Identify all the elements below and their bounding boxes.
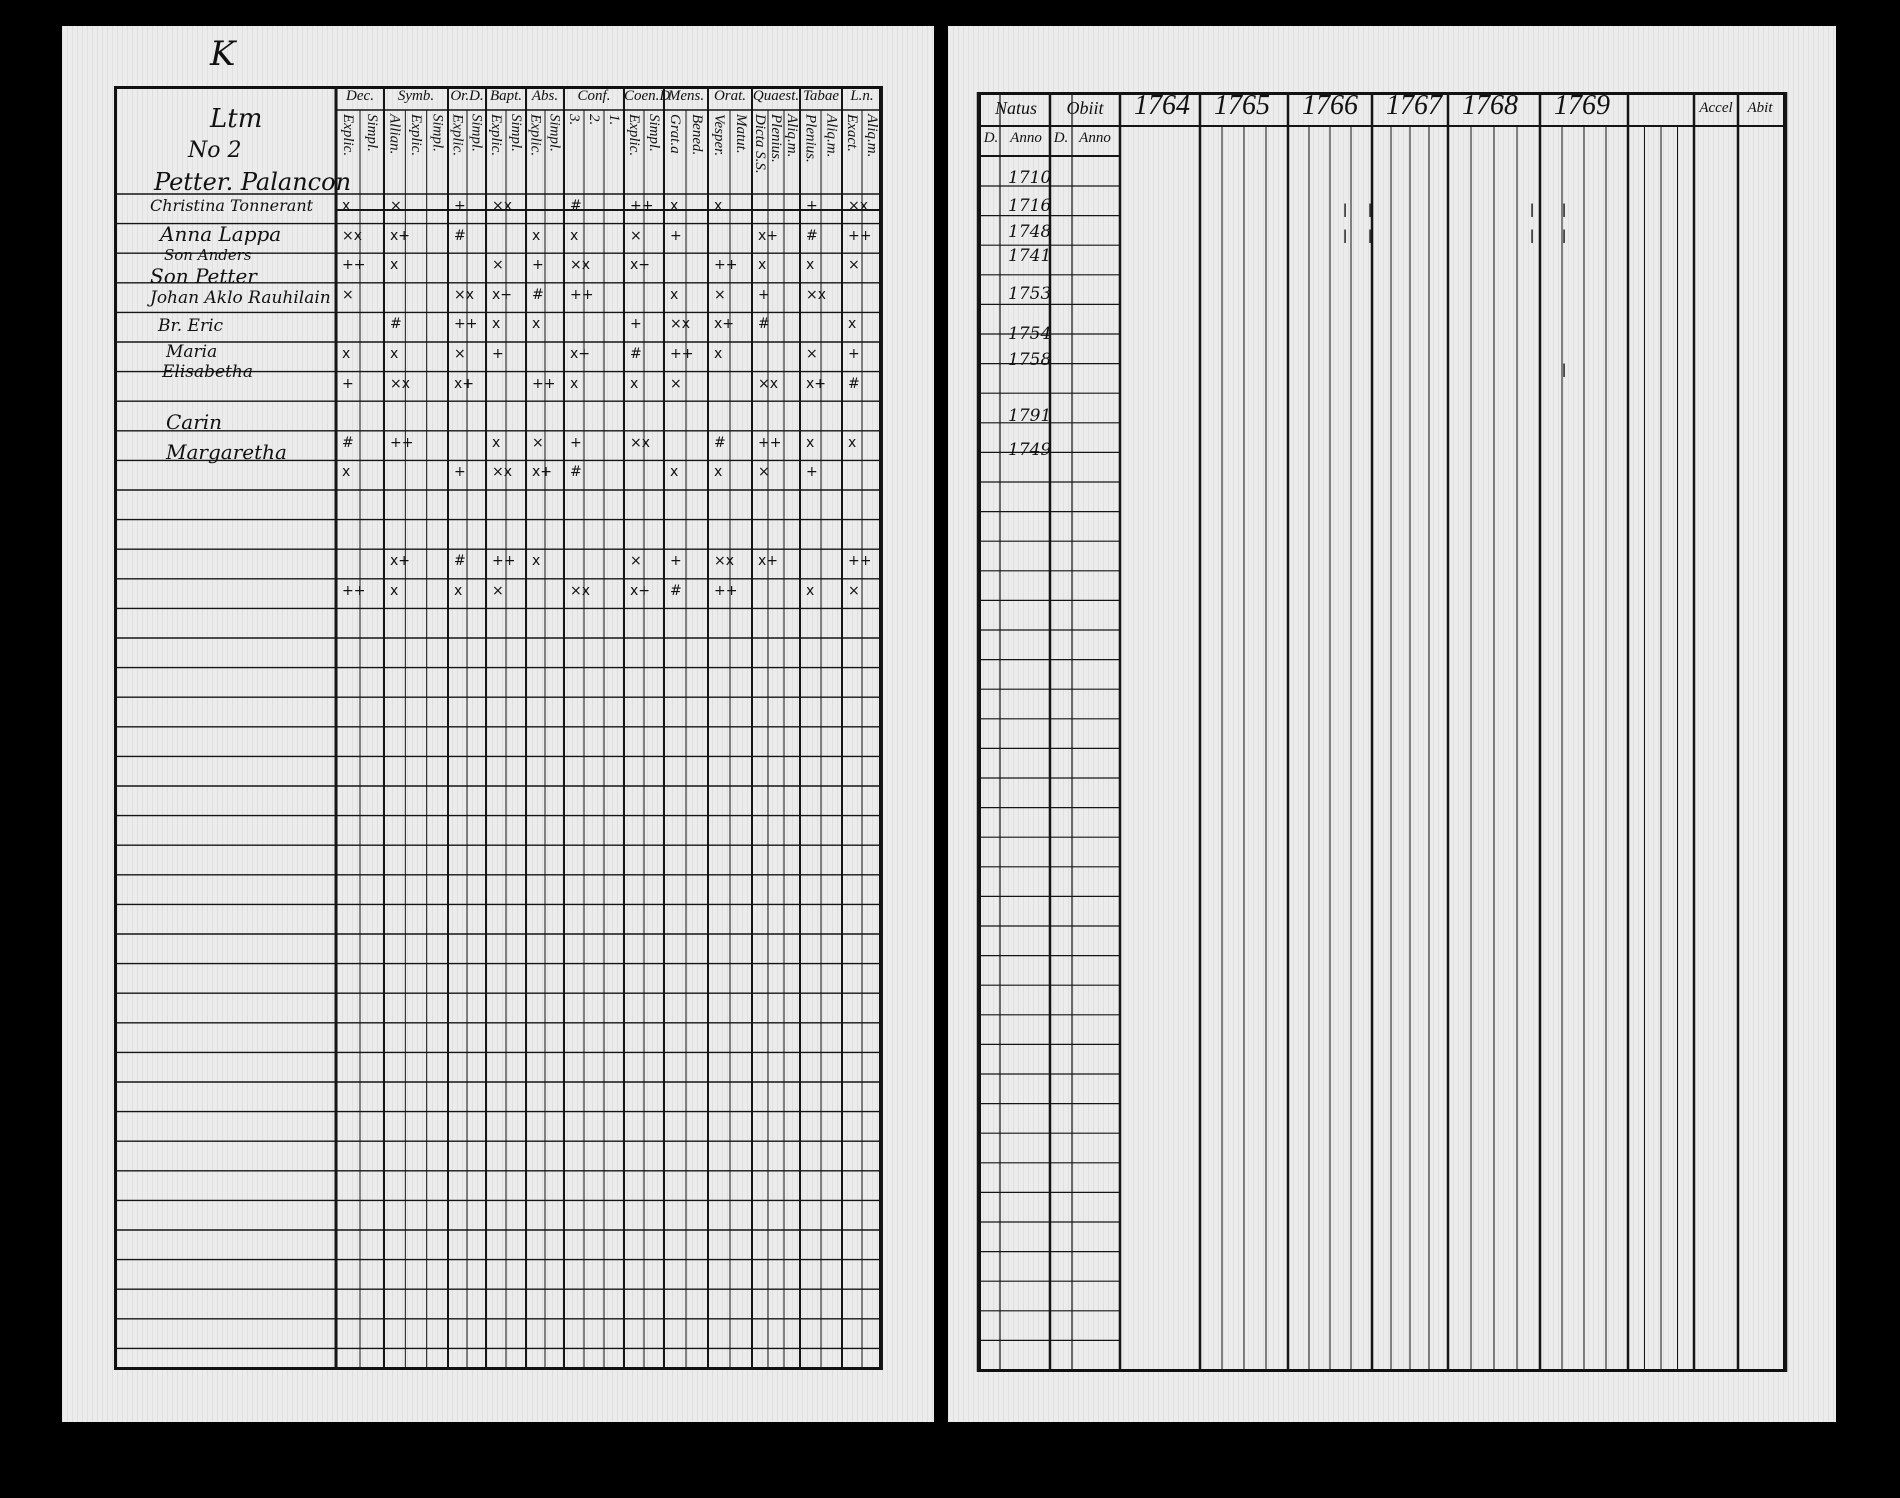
tally-mark: x <box>390 257 399 274</box>
tally-mark: x <box>806 257 815 274</box>
left-col-header: Or.D. <box>450 88 484 104</box>
person-name: Margaretha <box>166 440 287 464</box>
tally-mark: x <box>342 464 351 481</box>
tally-mark: ǀ <box>1562 362 1567 378</box>
tally-mark: x <box>492 434 501 451</box>
tally-mark: x+ <box>492 286 513 303</box>
tally-mark: x+ <box>758 227 779 244</box>
tally-mark: x <box>806 434 815 451</box>
left-col-subheader: Dicta S.S. <box>752 114 768 174</box>
tally-mark: ×x <box>806 286 827 303</box>
tally-mark: + <box>806 464 818 481</box>
right-page <box>948 26 1836 1422</box>
tally-mark: x <box>532 227 541 244</box>
left-col-header: Abs. <box>531 88 559 104</box>
tally-mark: x <box>630 375 639 392</box>
obiit-anno-subheader: Anno <box>1079 130 1111 146</box>
tally-mark: + <box>454 464 466 481</box>
left-col-subheader: Aliq.m. <box>784 114 800 158</box>
year-header: 1764 <box>1134 90 1190 121</box>
year-header: 1766 <box>1302 90 1358 121</box>
natus-anno-subheader: Anno <box>1010 130 1042 146</box>
tally-mark: ++ <box>714 582 738 599</box>
tally-mark: # <box>758 316 770 333</box>
tally-mark: ++ <box>848 553 872 570</box>
left-col-subheader: 1. <box>606 114 622 126</box>
tally-mark: x <box>532 553 541 570</box>
tally-mark: ++ <box>714 257 738 274</box>
left-col-subheader: Simpl. <box>646 114 662 152</box>
left-col-subheader: Aliq.m. <box>864 114 880 158</box>
tally-mark: # <box>630 346 642 362</box>
tally-mark: ×x <box>570 257 591 274</box>
left-page <box>62 26 934 1422</box>
tally-mark: x <box>454 582 463 599</box>
left-col-subheader: Grat.a <box>667 114 683 154</box>
tally-mark: x+ <box>570 346 591 362</box>
birth-year: 1741 <box>1008 246 1052 266</box>
tally-mark: × <box>630 553 642 570</box>
natus-d-subheader: D. <box>983 130 999 146</box>
corner-mark: K <box>210 34 236 74</box>
heading-text: Ltm <box>210 104 263 134</box>
tally-mark: # <box>532 286 544 303</box>
person-name: Petter. Palancon <box>154 168 352 196</box>
tally-mark: x+ <box>714 316 735 333</box>
year-header: 1767 <box>1386 90 1442 121</box>
tally-mark: ×x <box>630 434 651 451</box>
left-col-subheader: Bened. <box>689 114 705 156</box>
tally-mark: × <box>492 257 504 274</box>
tally-mark: ×x <box>670 316 691 333</box>
tally-mark: ǀ <box>1530 202 1535 218</box>
tally-mark: x+ <box>630 582 651 599</box>
birth-year: 1748 <box>1008 222 1052 242</box>
left-col-header: Dec. <box>346 88 374 104</box>
tally-mark: × <box>492 582 504 599</box>
tally-mark: ++ <box>630 198 654 214</box>
tally-mark: x+ <box>390 553 411 570</box>
year-header: 1768 <box>1462 90 1518 121</box>
tally-mark: x <box>532 316 541 333</box>
tally-mark: ǀ <box>1530 228 1535 244</box>
tally-mark: x <box>714 346 723 362</box>
tally-mark: x <box>390 346 399 362</box>
left-col-subheader: Explic. <box>340 114 356 157</box>
birth-year: 1749 <box>1008 440 1052 460</box>
tally-mark: ++ <box>342 257 366 274</box>
tally-mark: x <box>670 464 679 481</box>
tally-mark: x+ <box>806 375 827 392</box>
tally-mark: ǀ <box>1343 228 1348 244</box>
tally-mark: x <box>758 257 767 274</box>
left-col-subheader: Simpl. <box>468 114 485 152</box>
abit-header: Abit <box>1747 100 1773 116</box>
tally-mark: # <box>806 227 818 244</box>
tally-mark: × <box>848 257 860 274</box>
year-header: 1769 <box>1554 90 1610 121</box>
left-col-subheader: Vesper. <box>711 114 727 157</box>
tally-mark: x <box>848 316 857 333</box>
left-col-header: Tabae <box>802 88 840 104</box>
left-col-header: Symb. <box>397 88 435 104</box>
person-name: Son Petter <box>150 264 257 288</box>
tally-mark: ++ <box>570 286 594 303</box>
natus-header: Natus <box>994 98 1037 118</box>
tally-mark: ×x <box>848 198 869 214</box>
tally-mark: x <box>342 346 351 362</box>
left-col-header: Orat. <box>713 88 747 104</box>
tally-mark: x <box>714 198 723 214</box>
left-col-header: Conf. <box>577 88 611 104</box>
tally-mark: x <box>806 582 815 599</box>
tally-mark: x+ <box>758 553 779 570</box>
left-col-subheader: Matut. <box>733 114 749 154</box>
birth-year: 1753 <box>1008 284 1052 304</box>
tally-mark: × <box>806 346 818 362</box>
tally-mark: x+ <box>532 464 553 481</box>
left-col-subheader: Explic. <box>626 114 642 157</box>
tally-mark: + <box>806 198 818 214</box>
right-grid-lines <box>948 26 1836 1422</box>
accel-header: Accel <box>1699 100 1733 116</box>
left-col-subheader: Simpl. <box>364 114 380 152</box>
person-name: Elisabetha <box>162 362 254 382</box>
tally-mark: x <box>670 286 679 303</box>
tally-mark: ×x <box>454 286 475 303</box>
left-col-header: L.n. <box>850 88 874 104</box>
tally-mark: ǀ <box>1368 202 1373 218</box>
tally-mark: x <box>390 582 399 599</box>
left-col-subheader: Simpl. <box>429 114 446 152</box>
tally-mark: × <box>532 434 544 451</box>
tally-mark: × <box>848 582 860 599</box>
left-col-subheader: Plenius. <box>802 114 819 163</box>
left-col-subheader: Simpl. <box>508 114 524 152</box>
tally-mark: + <box>342 375 354 392</box>
tally-mark: x <box>570 375 579 392</box>
birth-year: 1754 <box>1008 324 1052 344</box>
tally-mark: × <box>758 464 770 481</box>
tally-mark: x <box>670 198 679 214</box>
tally-mark: x <box>714 464 723 481</box>
tally-mark: ×x <box>342 227 363 244</box>
tally-mark: x+ <box>454 375 475 392</box>
tally-mark: + <box>848 346 860 362</box>
tally-mark: ++ <box>390 434 414 451</box>
tally-mark: + <box>758 286 770 303</box>
birth-year: 1791 <box>1008 406 1052 426</box>
tally-mark: × <box>454 346 466 362</box>
tally-mark: ++ <box>454 316 478 333</box>
left-col-subheader: Explic. <box>488 114 504 157</box>
tally-mark: x <box>848 434 857 451</box>
birth-year: 1716 <box>1008 196 1052 216</box>
tally-mark: ++ <box>758 434 782 451</box>
tally-mark: ×x <box>492 464 513 481</box>
person-name: Christina Tonnerant <box>150 196 314 215</box>
tally-mark: # <box>342 434 354 451</box>
tally-mark: x <box>492 316 501 333</box>
tally-mark: ǀ <box>1368 228 1373 244</box>
person-name: Maria <box>166 342 218 362</box>
tally-mark: ++ <box>492 553 516 570</box>
tally-mark: ×x <box>570 582 591 599</box>
tally-mark: # <box>390 316 402 333</box>
birth-year: 1758 <box>1008 350 1052 370</box>
tally-mark: ǀ <box>1562 228 1567 244</box>
obiit-d-subheader: D. <box>1053 130 1069 146</box>
tally-mark: + <box>454 198 466 214</box>
tally-mark: x+ <box>390 227 411 244</box>
tally-mark: ǀ <box>1343 202 1348 218</box>
tally-mark: ×x <box>714 553 735 570</box>
left-col-header: Coen.D <box>624 88 671 104</box>
tally-mark: # <box>454 227 466 244</box>
tally-mark: x+ <box>630 257 651 274</box>
tally-mark: ++ <box>848 227 872 244</box>
tally-mark: ǀ <box>1562 202 1567 218</box>
left-col-subheader: Exact. <box>844 114 860 152</box>
obiit-header: Obiit <box>1066 98 1104 118</box>
left-col-header: Bapt. <box>489 88 523 104</box>
left-col-subheader: Explic. <box>449 114 466 157</box>
left-col-subheader: Allian. <box>386 114 403 155</box>
tally-mark: + <box>492 346 504 362</box>
tally-mark: ×x <box>390 375 411 392</box>
tally-mark: + <box>570 434 582 451</box>
left-col-subheader: Plenius. <box>768 114 784 163</box>
tally-mark: x <box>570 227 579 244</box>
tally-mark: × <box>670 375 682 392</box>
tally-mark: ++ <box>670 346 694 362</box>
tally-mark: + <box>670 553 682 570</box>
person-name: Br. Eric <box>158 316 224 336</box>
tally-mark: + <box>532 257 544 274</box>
tally-mark: × <box>390 198 402 214</box>
year-header: 1765 <box>1214 90 1270 121</box>
left-col-subheader: Simpl. <box>546 114 563 152</box>
tally-mark: ×x <box>758 375 779 392</box>
person-name: Anna Lappa <box>160 222 282 246</box>
left-col-subheader: Explic. <box>527 114 544 157</box>
person-name: Son Anders <box>164 246 252 264</box>
tally-mark: x <box>342 198 351 214</box>
tally-mark: # <box>714 434 726 451</box>
tally-mark: # <box>570 198 582 214</box>
left-col-subheader: 3. <box>566 114 582 126</box>
left-col-subheader: 2. <box>586 114 602 126</box>
left-col-header: Mens. <box>667 88 705 104</box>
left-col-subheader: Aliq.m. <box>823 114 840 158</box>
tally-mark: + <box>630 316 642 333</box>
tally-mark: ×x <box>492 198 513 214</box>
tally-mark: # <box>570 464 582 481</box>
tally-mark: × <box>630 227 642 244</box>
tally-mark: + <box>670 227 682 244</box>
tally-mark: # <box>454 553 466 570</box>
tally-mark: × <box>714 286 726 303</box>
person-name: Carin <box>166 410 223 434</box>
tally-mark: ++ <box>532 375 556 392</box>
left-col-header: Quaest. <box>752 88 800 104</box>
number-text: No 2 <box>188 138 242 163</box>
tally-mark: × <box>342 286 354 303</box>
left-col-subheader: Explic. <box>408 114 424 157</box>
tally-mark: ++ <box>342 582 366 599</box>
tally-mark: # <box>848 375 860 392</box>
person-name: Johan Aklo Rauhilain <box>150 288 331 308</box>
birth-year: 1710 <box>1008 168 1052 188</box>
tally-mark: # <box>670 582 682 599</box>
